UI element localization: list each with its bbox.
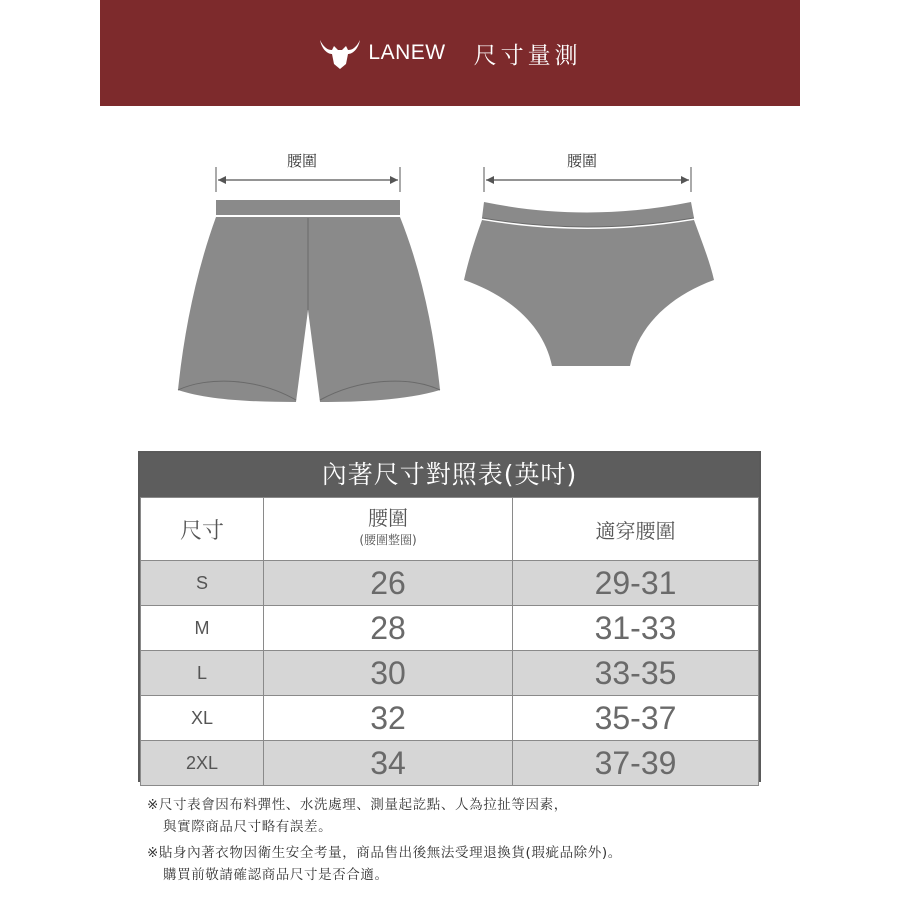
- table-row: [141, 741, 759, 786]
- note2-line2: 購買前敬請確認商品尺寸是否合適。: [163, 867, 389, 883]
- brief-waist-label: 腰圍: [567, 152, 598, 170]
- briefs-figure: [462, 162, 718, 372]
- size-cell: 2XL: [141, 741, 264, 786]
- size-cell: L: [141, 651, 264, 696]
- size-cell: M: [141, 606, 264, 651]
- size-table-grid: [140, 497, 759, 786]
- brand-name: LANEW: [368, 41, 446, 64]
- brief-waist-arrow: [484, 167, 691, 192]
- waist-cell: 30: [264, 651, 513, 696]
- size-cell: S: [141, 561, 264, 606]
- fit-cell: 37-39: [513, 741, 759, 786]
- boxer-waist-label: 腰圍: [287, 152, 318, 170]
- fit-cell: 35-37: [513, 696, 759, 741]
- fit-cell: 33-35: [513, 651, 759, 696]
- note1-line2: 與實際商品尺寸略有誤差。: [163, 819, 333, 835]
- note2-line1: ※貼身內著衣物因衛生安全考量，商品售出後無法受理退換貨(瑕疵品除外)。: [147, 845, 622, 861]
- table-row: [141, 651, 759, 696]
- disclaimer-notes: [147, 794, 787, 890]
- fit-cell: 31-33: [513, 606, 759, 651]
- waist-cell: 26: [264, 561, 513, 606]
- note1-line1: ※尺寸表會因布料彈性、水洗處理、測量起訖點、人為拉扯等因素，: [147, 797, 568, 813]
- header-size: 尺寸: [141, 498, 264, 561]
- note-measurement: [147, 794, 787, 838]
- boxer-waist-arrow: [216, 167, 400, 192]
- size-chart-table: [138, 451, 761, 782]
- header-waist-sub: (腰圍整圈): [359, 533, 417, 547]
- header-waist: [264, 498, 513, 561]
- bull-logo-icon: [318, 36, 362, 70]
- header-waist-label: 腰圍: [368, 506, 408, 530]
- size-cell: XL: [141, 696, 264, 741]
- table-title: 內著尺寸對照表(英吋): [140, 453, 759, 497]
- header-banner: [100, 0, 800, 106]
- waist-cell: 32: [264, 696, 513, 741]
- note-return-policy: [147, 842, 787, 886]
- brand-logo: [318, 36, 445, 70]
- waist-cell: 28: [264, 606, 513, 651]
- header-fit-waist: 適穿腰圍: [513, 498, 759, 561]
- boxer-shorts-figure: [172, 162, 442, 408]
- fit-cell: 29-31: [513, 561, 759, 606]
- table-row: [141, 696, 759, 741]
- waist-cell: 34: [264, 741, 513, 786]
- page-title: 尺寸量測: [473, 42, 582, 69]
- table-header-row: [141, 498, 759, 561]
- table-row: [141, 561, 759, 606]
- table-row: [141, 606, 759, 651]
